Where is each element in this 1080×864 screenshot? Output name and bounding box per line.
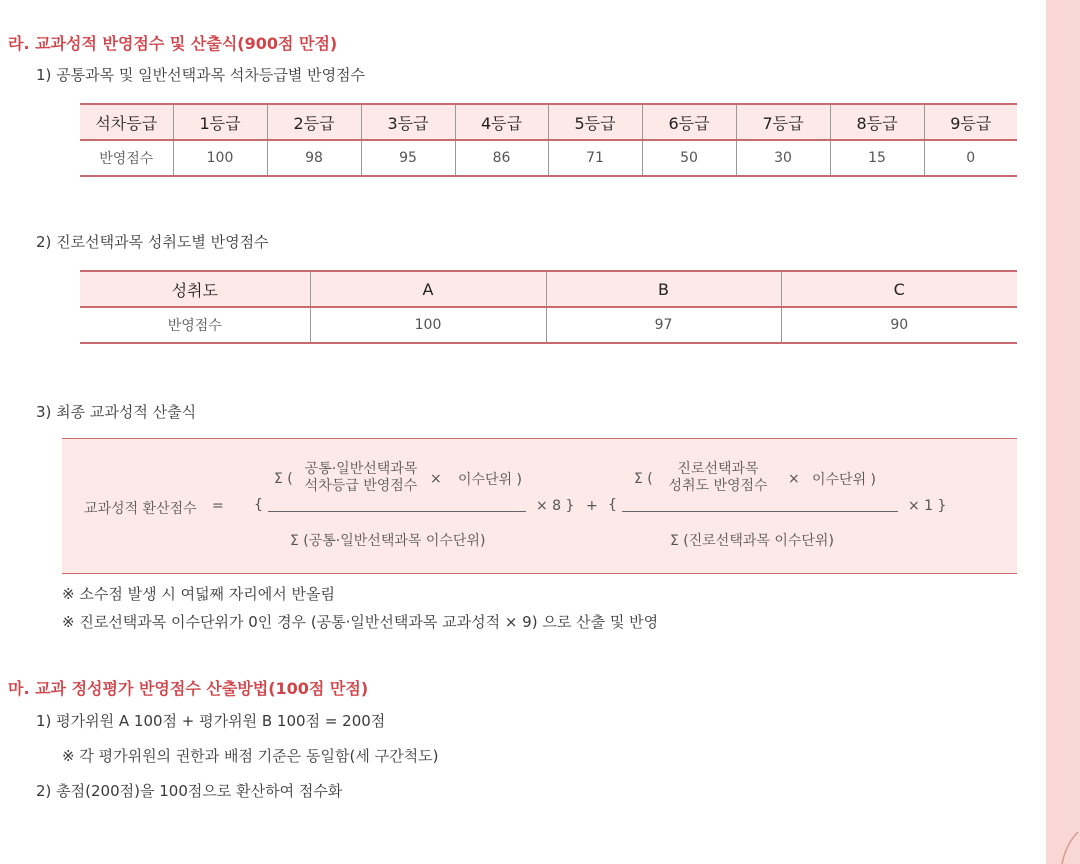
term1-stack-top: 공통·일반선택과목 xyxy=(304,461,418,477)
section-ra-title: 라. 교과성적 반영점수 및 산출식(900점 만점) xyxy=(8,34,338,53)
ma-item-2: 2) 총점(200점)을 100점으로 환산하여 점수화 xyxy=(36,782,343,800)
table-cell: 0 xyxy=(924,140,1017,176)
formula-equals: = xyxy=(212,498,224,514)
term2-stack-top: 진로선택과목 xyxy=(677,461,759,477)
note-rounding: ※ 소수점 발생 시 여덟째 자리에서 반올림 xyxy=(62,585,336,603)
subsection-2-title: 2) 진로선택과목 성취도별 반영점수 xyxy=(36,233,269,251)
term1-stack-bottom: 석차등급 반영점수 xyxy=(304,478,418,494)
ma-item-1: 1) 평가위원 A 100점 + 평가위원 B 100점 = 200점 xyxy=(36,712,386,730)
grade-table-header-row xyxy=(80,104,1017,140)
header-cell: 1등급 xyxy=(173,104,267,140)
grade-table-row xyxy=(80,140,1017,176)
term1-units-close: 이수단위 ) xyxy=(458,472,523,488)
term2-units-close: 이수단위 ) xyxy=(812,472,877,488)
header-cell: 7등급 xyxy=(736,104,830,140)
section-ma-title: 마. 교과 정성평가 반영점수 산출방법(100점 만점) xyxy=(8,679,369,698)
formula-open-brace: { xyxy=(254,497,263,513)
achievement-table-header-row xyxy=(80,271,1017,307)
header-cell: C xyxy=(781,271,1017,307)
header-cell: 석차등급 xyxy=(80,104,173,140)
table-cell: 90 xyxy=(781,307,1017,343)
header-cell: 6등급 xyxy=(642,104,736,140)
grade-score-table xyxy=(80,103,1017,177)
side-decoration-band xyxy=(1046,0,1080,864)
table-cell: 97 xyxy=(546,307,781,343)
header-cell: B xyxy=(546,271,781,307)
table-cell: 100 xyxy=(310,307,546,343)
term2-times: × xyxy=(788,471,800,487)
corner-curve-decoration xyxy=(1060,830,1080,864)
table-cell: 15 xyxy=(830,140,924,176)
formula-open-brace-2: { xyxy=(608,497,617,513)
header-cell: A xyxy=(310,271,546,307)
term2-stack-bottom: 성취도 반영점수 xyxy=(668,478,768,494)
note-zero-units: ※ 진로선택과목 이수단위가 0인 경우 (공통·일반선택과목 교과성적 × 9) 으로 산출 및 반영 xyxy=(62,613,659,631)
table-cell: 반영점수 xyxy=(80,140,173,176)
header-cell: 성취도 xyxy=(80,271,310,307)
table-cell: 98 xyxy=(267,140,361,176)
formula-plus: + xyxy=(586,498,598,514)
formula-box xyxy=(62,438,1017,574)
table-cell: 50 xyxy=(642,140,736,176)
achievement-table-row xyxy=(80,307,1017,343)
header-cell: 3등급 xyxy=(361,104,455,140)
term1-fraction-line xyxy=(268,511,526,512)
table-cell: 86 xyxy=(455,140,548,176)
header-cell: 4등급 xyxy=(455,104,548,140)
term2-sigma-open: Σ ( xyxy=(634,471,653,487)
achievement-score-table xyxy=(80,270,1017,344)
term1-sigma-open: Σ ( xyxy=(274,471,293,487)
table-cell: 71 xyxy=(548,140,642,176)
term1-denominator: Σ (공통·일반선택과목 이수단위) xyxy=(290,533,486,549)
table-cell: 100 xyxy=(173,140,267,176)
header-cell: 9등급 xyxy=(924,104,1017,140)
table-cell: 30 xyxy=(736,140,830,176)
term2-denominator: Σ (진로선택과목 이수단위) xyxy=(670,533,834,549)
header-cell: 2등급 xyxy=(267,104,361,140)
ma-item-1-note: ※ 각 평가위원의 권한과 배점 기준은 동일함(세 구간척도) xyxy=(62,747,439,765)
subsection-1-title: 1) 공통과목 및 일반선택과목 석차등급별 반영점수 xyxy=(36,66,366,84)
table-cell: 반영점수 xyxy=(80,307,310,343)
subsection-3-title: 3) 최종 교과성적 산출식 xyxy=(36,403,197,421)
term2-stack xyxy=(658,461,778,495)
header-cell: 8등급 xyxy=(830,104,924,140)
term1-multiplier: × 8 } xyxy=(536,498,575,514)
term1-times: × xyxy=(430,471,442,487)
header-cell: 5등급 xyxy=(548,104,642,140)
table-cell: 95 xyxy=(361,140,455,176)
term2-fraction-line xyxy=(622,511,898,512)
term1-stack xyxy=(298,461,424,495)
formula-lhs: 교과성적 환산점수 xyxy=(84,501,197,517)
term2-multiplier: × 1 } xyxy=(908,498,947,514)
